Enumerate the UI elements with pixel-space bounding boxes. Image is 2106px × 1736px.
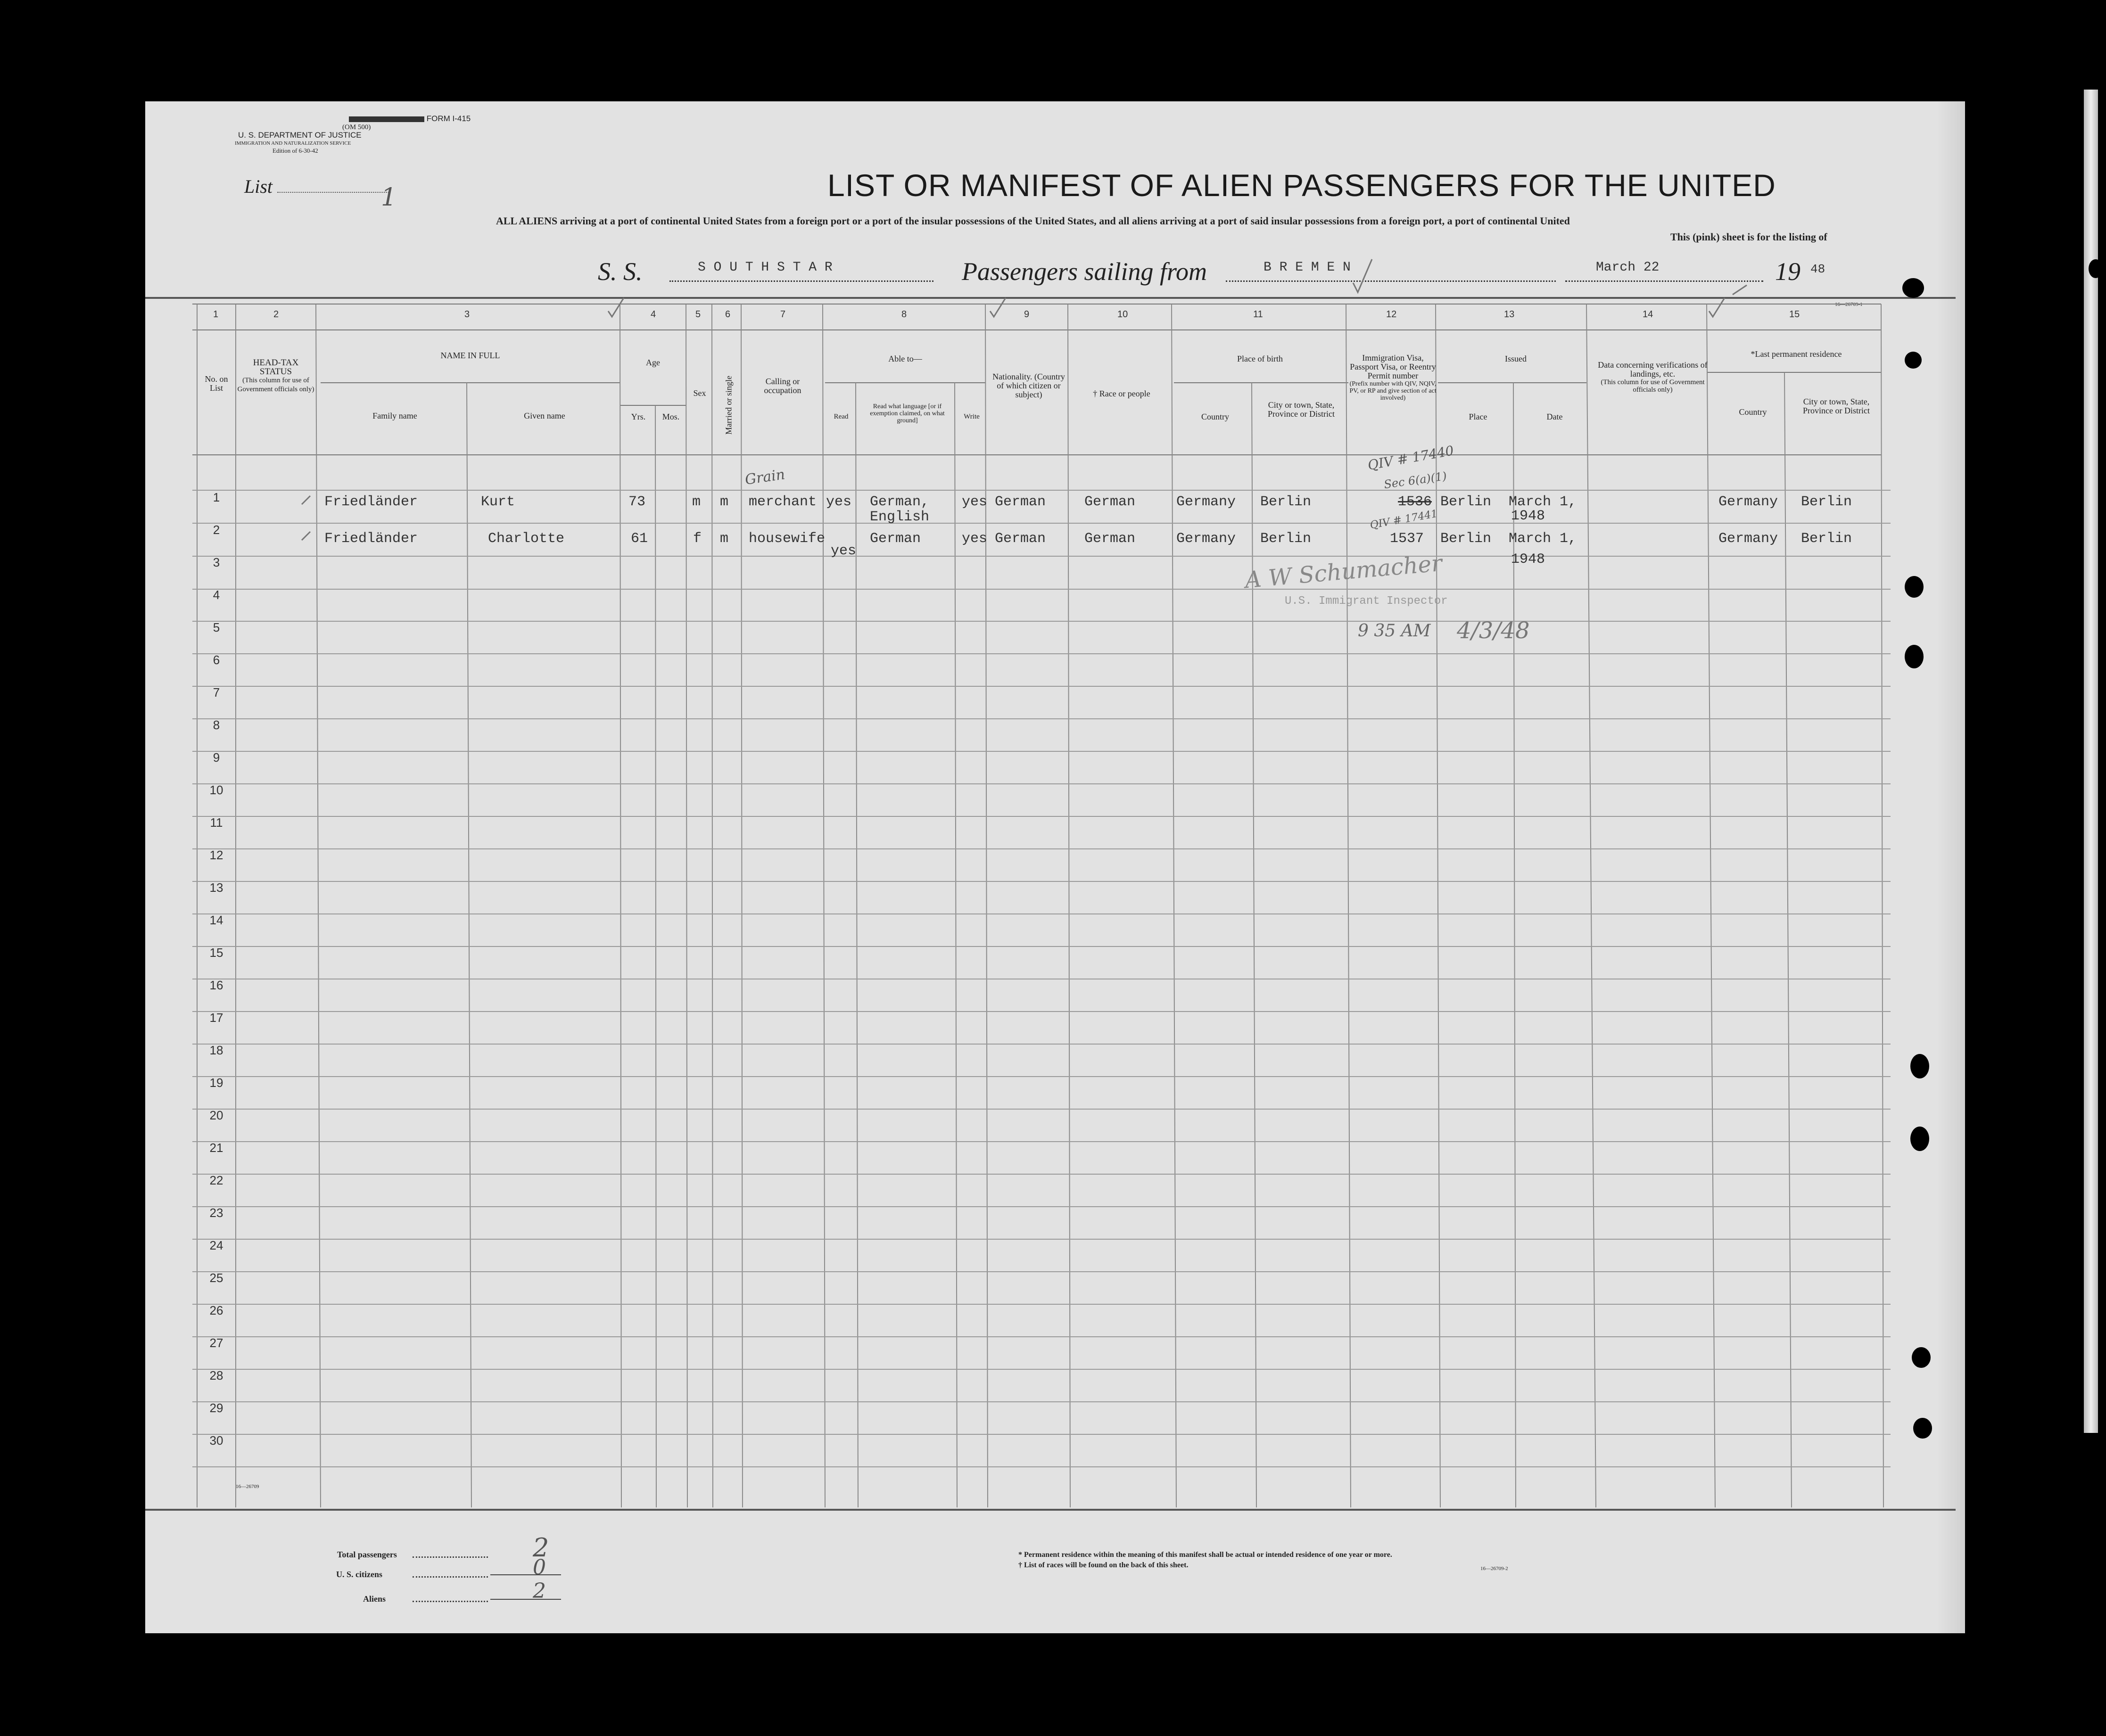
visa-number: 1536	[1398, 494, 1432, 510]
age-years: 61	[631, 531, 648, 547]
total-passengers-label: Total passengers	[337, 1550, 397, 1559]
row-number: 20	[209, 1108, 223, 1122]
punch-hole	[1979, 1418, 1998, 1439]
row-number: 26	[209, 1303, 223, 1317]
col-header-mos: Mos.	[662, 412, 680, 421]
language: German	[870, 531, 921, 547]
punch-hole	[1971, 576, 1990, 598]
handwritten-occupation-note: Grain	[743, 466, 786, 488]
row-number: 4	[213, 588, 220, 602]
row-number: 19	[209, 1076, 223, 1090]
handwritten-visa-note-2: QIV # 17441	[1369, 508, 1439, 532]
row-number: 2	[213, 523, 220, 537]
manifest-title: LIST OR MANIFEST OF ALIEN PASSENGERS FOR THE UNITED	[827, 168, 1776, 203]
nationality: German	[995, 531, 1046, 547]
issued-place: Berlin	[1440, 531, 1492, 547]
om-number: (OM 500)	[342, 123, 371, 131]
row-number: 27	[209, 1336, 223, 1350]
row-number: 15	[209, 946, 223, 960]
punch-hole	[1905, 352, 1922, 369]
colnum-9: 9	[1024, 309, 1030, 320]
edition: Edition of 6-30-42	[273, 147, 318, 154]
col-header-name: NAME IN FULL	[440, 351, 500, 360]
occupation: merchant	[749, 494, 817, 510]
colnum-1: 1	[213, 309, 219, 320]
inspector-signature: A W Schumacher	[1244, 550, 1444, 594]
colnum-10: 10	[1117, 309, 1128, 320]
col-header-sex: Sex	[693, 388, 706, 398]
punch-hole	[2089, 259, 2103, 278]
col-header-res-city: City or town, State, Province or District	[1803, 397, 1870, 415]
form-code-bottom-left: 16—26709	[236, 1484, 259, 1489]
col-header-birth-country: Country	[1201, 412, 1229, 421]
residence-country: Germany	[1718, 531, 1778, 547]
punch-hole	[1910, 1127, 1929, 1151]
col-header-issued: Issued	[1505, 354, 1527, 363]
issued-year: 1948	[1511, 551, 1545, 568]
subtitle-line2: This (pink) sheet is for the listing of	[1670, 231, 1827, 243]
total-dots-3	[413, 1601, 488, 1602]
colnum-11: 11	[1253, 309, 1263, 320]
list-value: 1	[381, 183, 397, 212]
citizens-label: U. S. citizens	[336, 1570, 382, 1579]
total-dots-2	[413, 1576, 488, 1578]
inspector-stamp: U.S. Immigrant Inspector	[1285, 595, 1448, 608]
row-number: 17	[209, 1011, 223, 1025]
punch-hole	[1966, 278, 1988, 298]
total-dots-1	[413, 1556, 488, 1558]
sex: m	[692, 494, 701, 510]
col-header-calling: Calling or occupation	[764, 377, 801, 395]
col-header-residence: *Last permanent residence	[1751, 349, 1842, 359]
sailing-date: March 22	[1596, 260, 1660, 275]
race: German	[1084, 531, 1136, 547]
can-read: yes	[831, 543, 857, 559]
footnote-residence: * Permanent residence within the meaning of this manifest shall be actual or intended residence of one year or more.	[1018, 1551, 1392, 1559]
punch-hole	[1975, 1054, 1994, 1078]
colnum-2: 2	[273, 309, 279, 320]
birth-city: Berlin	[1260, 531, 1312, 547]
occupation: housewife	[749, 531, 826, 547]
col-header-verification: Data concerning verifications of landings, etc. (This column for use of Government officials only)	[1598, 360, 1708, 394]
row-number: 28	[209, 1368, 223, 1382]
colnum-5: 5	[695, 309, 701, 320]
colnum-12: 12	[1386, 309, 1397, 320]
row-number: 22	[209, 1173, 223, 1187]
row-number: 11	[210, 815, 223, 830]
row-number: 24	[209, 1238, 223, 1252]
punch-hole	[1912, 1347, 1931, 1368]
row-number: 1	[213, 490, 220, 504]
citizens-value: 0	[533, 1555, 546, 1580]
col-header-birthplace: Place of birth	[1237, 354, 1283, 363]
list-label: List 1	[244, 176, 397, 212]
colnum-6: 6	[725, 309, 731, 320]
col-header-res-country: Country	[1739, 407, 1767, 417]
row-number: 7	[213, 685, 220, 699]
footnote-races: † List of races will be found on the back of this sheet.	[1018, 1561, 1189, 1569]
col-header-birth-city: City or town, State, Province or District	[1268, 400, 1335, 419]
colnum-7: 7	[780, 309, 786, 320]
colnum-15: 15	[1789, 309, 1800, 320]
issued-place: Berlin	[1440, 494, 1492, 510]
col-header-nationality: Nationality. (Country of which citizen or subject)	[992, 372, 1065, 399]
col-header-no: No. on List	[205, 374, 228, 393]
language-2: English	[870, 509, 930, 525]
punch-hole	[1971, 645, 1990, 668]
can-write: yes	[962, 494, 988, 510]
aliens-label: Aliens	[363, 1594, 386, 1604]
issued-date: March 1,	[1509, 531, 1577, 547]
row-number: 14	[209, 913, 223, 927]
row-number: 10	[209, 783, 223, 797]
row-number: 8	[213, 718, 220, 732]
can-read: yes	[826, 494, 852, 510]
residence-city: Berlin	[1801, 531, 1852, 547]
family-name: Friedländer	[324, 494, 418, 510]
year-suffix: 48	[1810, 262, 1825, 276]
race: German	[1084, 494, 1136, 510]
row-number: 23	[209, 1206, 223, 1220]
row-number: 30	[209, 1433, 223, 1448]
col-header-language: Read what language [or if exemption claimed, on what ground]	[870, 403, 945, 424]
visa-number: 1537	[1390, 531, 1424, 547]
col-header-given: Given name	[524, 411, 565, 420]
row-number: 18	[209, 1043, 223, 1057]
row-number: 21	[209, 1141, 223, 1155]
birth-city: Berlin	[1260, 494, 1312, 510]
given-name: Charlotte	[488, 531, 565, 547]
marital-status: m	[720, 531, 729, 547]
stamp-date: 4/3/48	[1457, 617, 1530, 644]
service: IMMIGRATION AND NATURALIZATION SERVICE	[235, 140, 351, 146]
colnum-3: 3	[464, 309, 470, 320]
handwritten-visa-note: QIV # 17440	[1366, 443, 1455, 473]
col-header-headtax: HEAD-TAX STATUS (This column for use of Government officials only)	[237, 358, 314, 393]
age-years: 73	[628, 494, 646, 510]
total-underline-2	[490, 1599, 561, 1600]
issued-year: 1948	[1511, 508, 1545, 524]
col-header-married: Married or single	[724, 376, 734, 435]
col-header-yrs: Yrs.	[631, 412, 646, 421]
punch-hole	[1902, 278, 1924, 298]
row-number: 5	[213, 620, 220, 634]
ship-name: S O U T H S T A R	[698, 260, 833, 275]
can-write: yes	[962, 531, 988, 547]
row-number: 6	[213, 653, 220, 667]
language: German,	[870, 494, 930, 510]
col-header-visa: Immigration Visa, Passport Visa, or Reentry Permit number (Prefix number with QIV, NQIV, PV, or RP and give section of act involved)	[1349, 353, 1437, 402]
row-number: 25	[209, 1271, 223, 1285]
ss-label: S. S.	[598, 257, 643, 286]
total-underline-1	[490, 1574, 561, 1575]
form-number: FORM I-415	[349, 115, 471, 123]
port-name: B R E M E N	[1264, 260, 1351, 275]
handwritten-visa-section: Sec 6(a)(1)	[1383, 469, 1448, 492]
stamp-time: 9 35 AM	[1358, 621, 1431, 641]
colnum-8: 8	[901, 309, 907, 320]
colnum-4: 4	[651, 309, 656, 320]
total-passengers-value: 2	[533, 1533, 549, 1563]
row-number: 3	[213, 555, 220, 569]
issued-date: March 1,	[1509, 494, 1577, 510]
punch-hole	[1975, 1127, 1994, 1151]
punch-hole	[1978, 1347, 1997, 1368]
col-header-family: Family name	[372, 411, 417, 420]
col-header-age: Age	[646, 358, 660, 367]
col-header-issued-place: Place	[1469, 412, 1487, 421]
form-code-bottom-right: 16—26709-2	[1480, 1566, 1508, 1571]
colnum-13: 13	[1504, 309, 1515, 320]
family-name: Friedländer	[324, 531, 418, 547]
punch-hole	[1905, 576, 1924, 598]
nationality: German	[995, 494, 1046, 510]
adjacent-sheet-edge	[2084, 90, 2098, 1433]
form-code-top: 16—26709-1	[1835, 302, 1863, 307]
col-header-read: Read	[834, 413, 849, 420]
row-number: 12	[209, 848, 223, 862]
sailing-label: Passengers sailing from	[962, 257, 1207, 286]
colnum-14: 14	[1643, 309, 1653, 320]
row-number: 13	[209, 880, 223, 895]
residence-country: Germany	[1718, 494, 1778, 510]
punch-hole	[1971, 352, 1988, 369]
col-header-write: Write	[964, 413, 980, 420]
col-header-race: † Race or people	[1093, 389, 1150, 398]
year-prefix: 19	[1775, 257, 1800, 286]
marital-status: m	[720, 494, 729, 510]
row-number: 9	[213, 750, 220, 765]
punch-hole	[1905, 645, 1924, 668]
birth-country: Germany	[1176, 531, 1236, 547]
col-header-able: Able to—	[888, 354, 922, 363]
punch-hole	[1910, 1054, 1929, 1078]
col-header-issued-date: Date	[1546, 412, 1563, 421]
given-name: Kurt	[481, 494, 515, 510]
department: U. S. DEPARTMENT OF JUSTICE	[238, 131, 362, 140]
row-number: 16	[209, 978, 223, 992]
birth-country: Germany	[1176, 494, 1236, 510]
row-number: 29	[209, 1401, 223, 1415]
punch-hole	[1913, 1418, 1932, 1439]
residence-city: Berlin	[1801, 494, 1852, 510]
subtitle-line1: ALL ALIENS arriving at a port of continental United States from a foreign port or a port of the insular possessions of the United States, and all aliens arriving at a port of said insular possessions from a foreign port, a port of continental United	[496, 215, 1570, 227]
aliens-value: 2	[533, 1579, 546, 1603]
sex: f	[693, 531, 702, 547]
